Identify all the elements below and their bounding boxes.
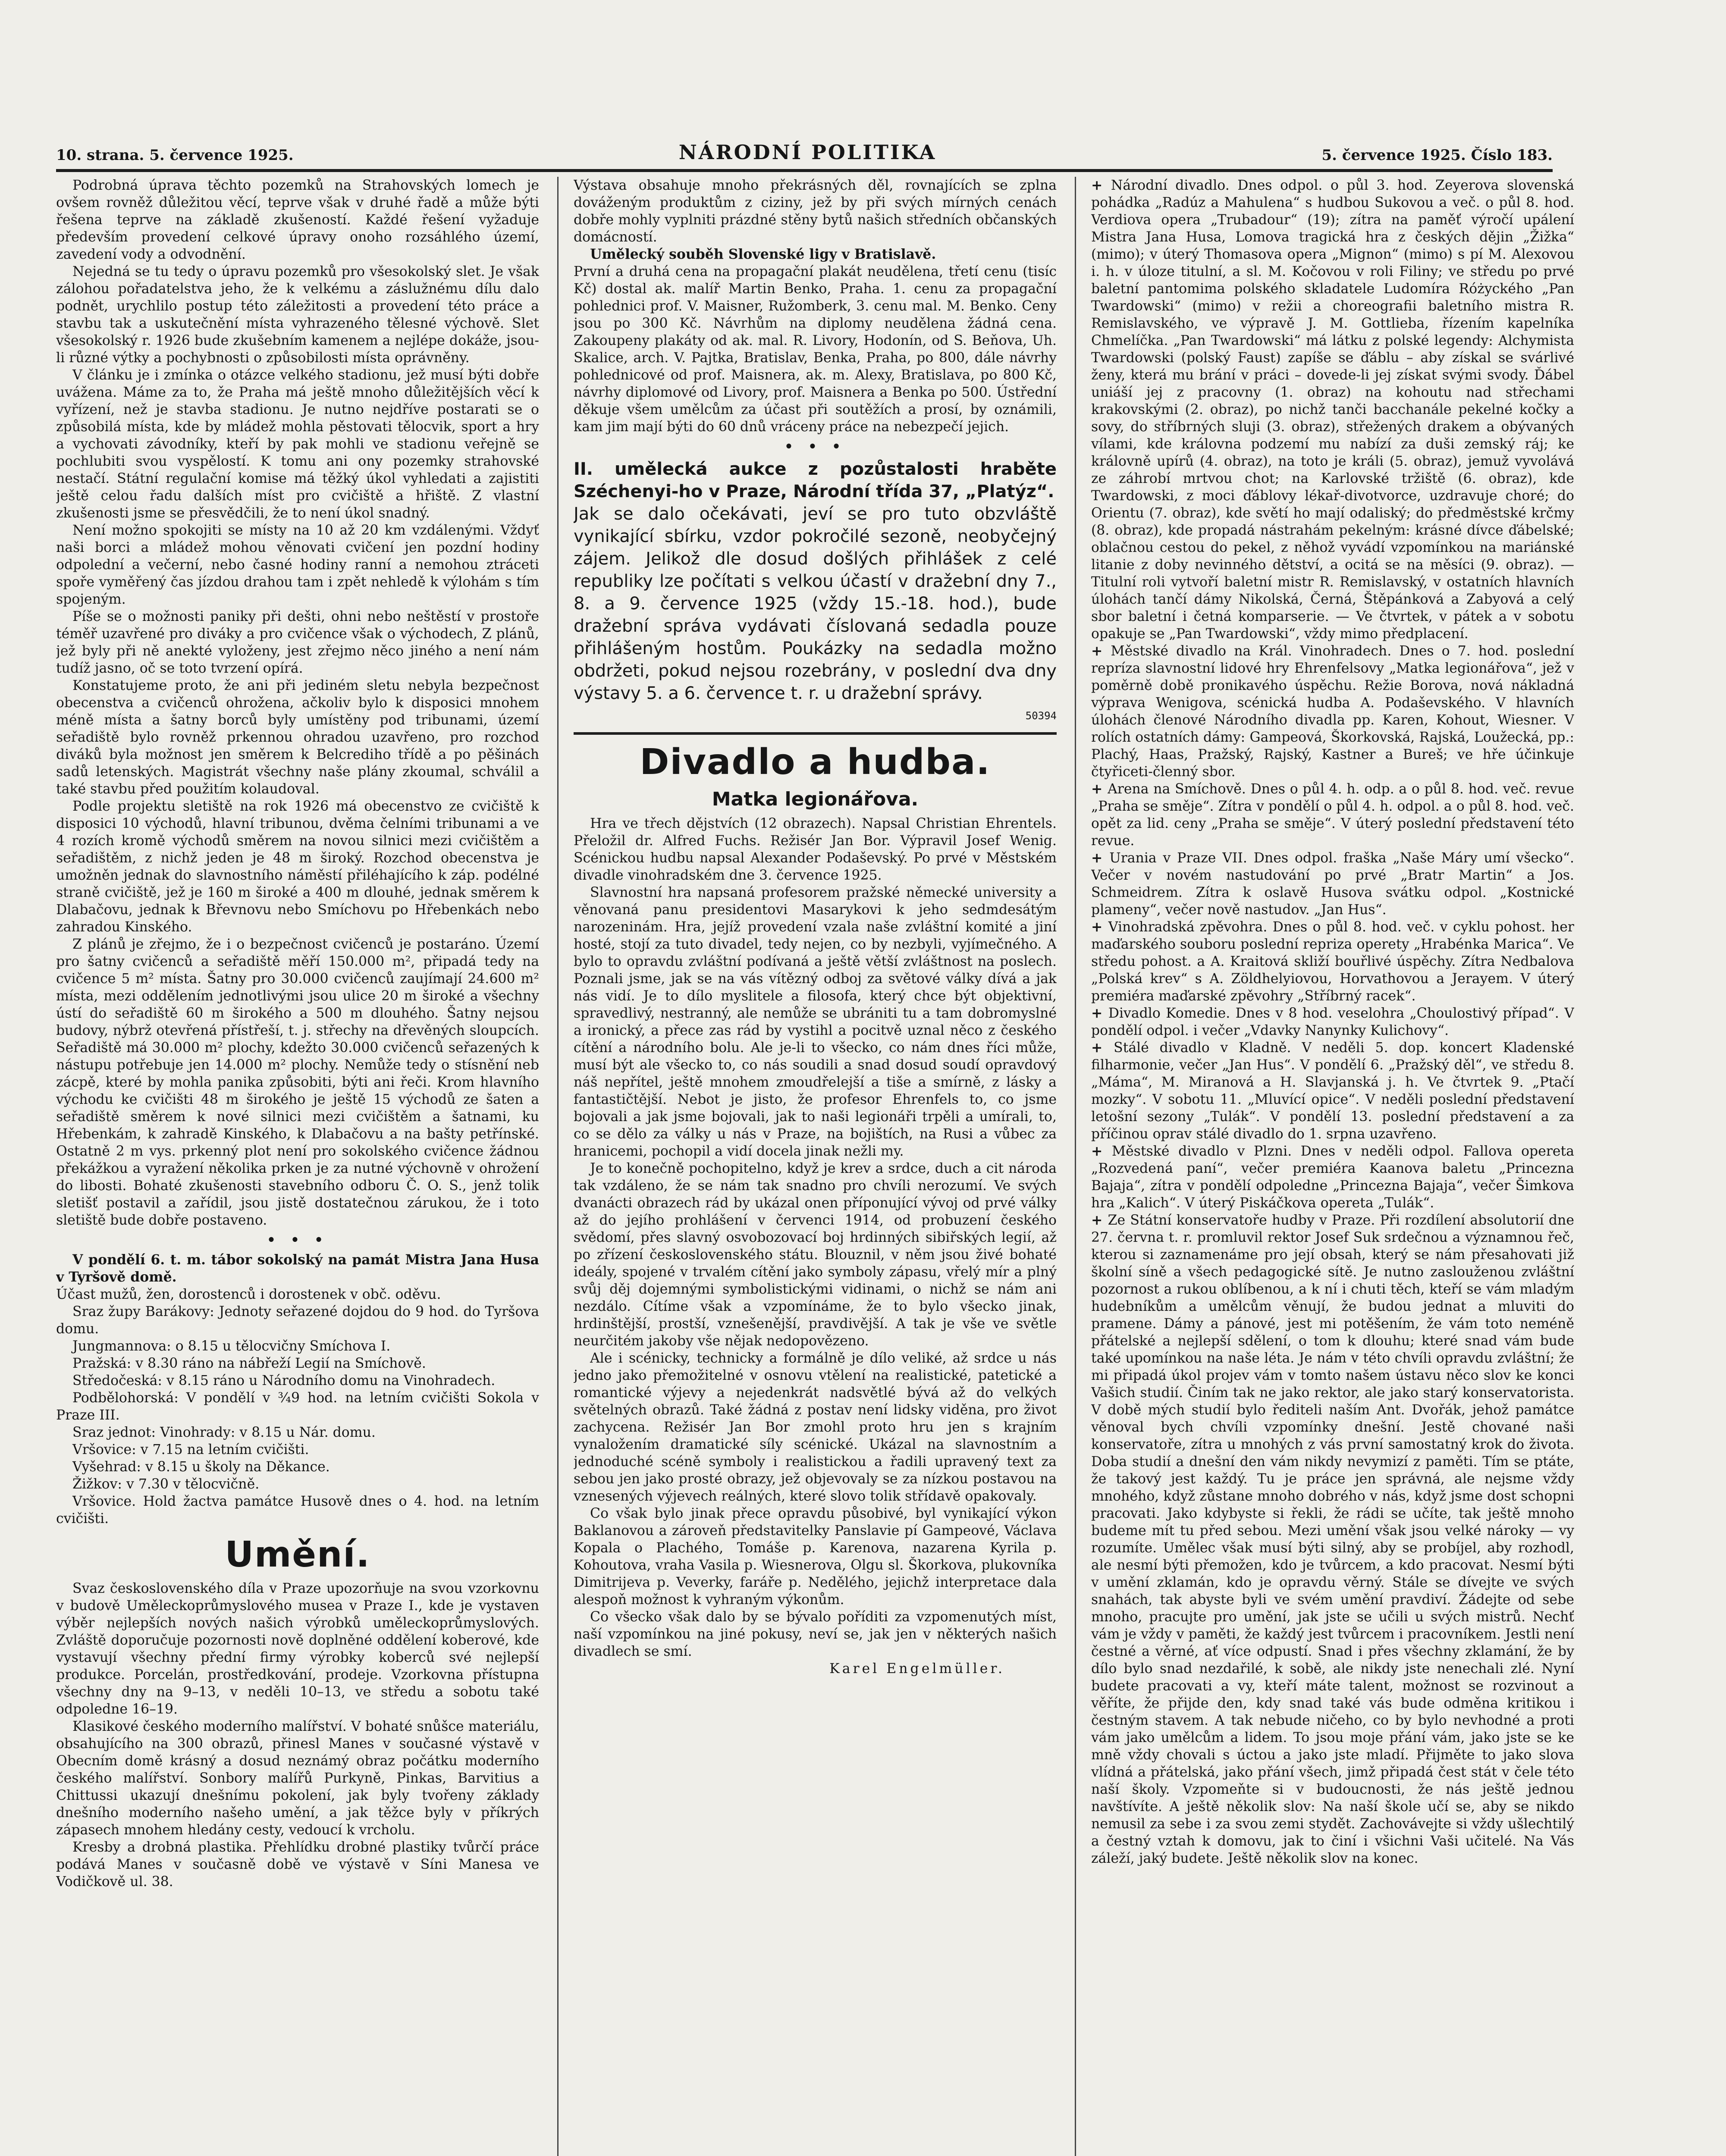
header-left: 10. strana. 5. července 1925. <box>56 147 294 164</box>
article-paragraph: Svaz československého díla v Praze upozorňuje na svou vzorkovnu v budově Uměleckoprůmyslového musea v Praze I., kde je vystaven výběr nejlepších nových našich výrobků uměleckoprůmyslových. Zvláště doporučuje pozornosti nově doplněné oddělení koberové, kde vystavují všechny přední firmy výrobky koberců své nejlepší produkce. Porcelán, prostředkování, prodeje. Vzorkovna přístupna všechny dny na 9–13, v neděli 10–13, ve středu a sobotu také odpoledne 16–19. <box>56 1581 539 1717</box>
separator-dots: • • • <box>267 1232 329 1248</box>
section-title-umeni: Umění. <box>225 1534 370 1575</box>
article-paragraph: V článku je i zmínka o otázce velkého stadionu, jež musí býti dobře uvážena. Máme za to, že Praha má ještě mnoho důležitějších věcí k vyřízení, než je stavba stadionu. Je nutno nejdříve postarati se o způsobilá místa, kde by mládež mohla pěstovati tělocvik, sport a hry a vychovati závodníky, kteří by pak mohli ve stadionu veřejně se pochlubiti svou vyspělostí. K tomu ani ony pozemky strahovské nestačí. Státní regulační komise má těžký úkol vyhledati a zajistiti ještě celou řadu dalších míst pro cvičiště a hřiště. Z vlastní zkušenosti jsme se přesvědčili, že to není úkol snadný. <box>56 367 539 521</box>
article-paragraph: Píše se o možnosti paniky při dešti, ohni nebo neštěstí v prostoře téměř uzavřené pro diváky a pro cvičence však o východech, Z plánů, jež byly při ně anekté vyloženy, jest zřejmo něco jiného a není nám tudíž jasno, oč se toto tvrzení opírá. <box>56 609 539 676</box>
notice-item: Jungmannova: o 8.15 u tělocvičny Smíchova I. <box>72 1338 391 1354</box>
column-right <box>1091 177 1574 2156</box>
article-paragraph: Není možno spokojiti se místy na 10 až 20 km vzdálenými. Vždyť naši borci a mládež mohou věnovati cvičení jen pozdní hodiny odpolední a večerní, nebo časné hodiny ranní a nemohou ztráceti spoře vyměřený čas jízdou drahou tam i zpět nehledě k výlohám s tím spojeným. <box>56 523 539 607</box>
notice-text: Účast mužů, žen, dorostenců i dorostenek v obč. oděvu. <box>56 1287 441 1302</box>
program-item-text: Národní divadlo. Dnes odpol. o půl 3. hod. Zeyerova slovenská pohádka „Radúz a Mahulena“ s hudbou Sukovou a več. o půl 8. hod. Verdiova opera „Trubadour“ (19); zítra na paměť výročí upálení Mistra Jana Husa, Lomova tragická hra z českých dějin „Žižka“ (mimo); v úterý Thomasova opera „Mignon“ (mimo) s pí M. Alexovou i. h. v úloze titulní, a sl. M. Kočovou v roli Filiny; ve středu po prvé baletní pantomima polského skladatele Ludomíra Różyckého „Pan Twardowski“ (mimo) v režii a choreografii baletního mistra R. Remislavského, ve výpravě J. M. Gottlieba, řízením kapelníka Chmelíčka. „Pan Twardowski“ má látku z polské legendy: Alchymista Twardowski (polský Faust) zapíše se ďáblu – aby získal se svárlivé ženy, která mu brání v práci – dovede-li jej získat svými svody. Ďábel uniáší jej z pracovny (1. obraz) na kohoutu nad střechami krakovskými (2. obraz), po nichž tanči bacchanále pekelné kočky a sovy, do stříbrných sluji (3. obraz), střežených drakem a obývaných vílami, kde královna podzemí mu nabízí za duši zemský ráj; ke královně upírů (4. obraz), na toto je králi (5. obraz), jemuž vyvolává ze záhrobí mrtvou chot; na Karlovské tržiště (6. obraz), kde Twardowski, z moci ďáblovy lékař-divotvorce, uzdravuje choré; do Orientu (7. obraz), kde světí ho mají odaliský; do předměstské krčmy (8. obraz), kde propadá nástrahám pekelným: krásné dívce ďábelské; oblačnou cestou do pekel, z něhož vyvádí vzpomínkou na mariánské litanie z doby nevinného dětství, a ocitá se na měsíci (9. obraz). — Titulní roli vytvoří baletní mistr R. Remislavský, v ostatních hlavních úlohách tančí dámy Nikolská, Černá, Štěpánková a Zabyová a celý sbor baletní i četná komparserie. — Ve čtvrtek, v pátek a v sobotu opakuje se „Pan Twardowski“, vždy mimo předplacení. <box>1091 178 1574 642</box>
article-paragraph: Z plánů je zřejmo, že i o bezpečnost cvičenců je postaráno. Území pro šatny cvičenců a seřadiště měří 150.000 m², připadá tedy na cvičence 5 m² místa. Šatny pro 30.000 cvičenců zaujímají 24.600 m² místa, mezi oddělením jednotlivými jsou ulice 20 m široké a všechny ústí do seřadiště 60 m širokého a 500 m dlouhého. Šatny nejsou budovy, nýbrž otevřená přístřeší, t. j. střechy na dřevěných sloupcích. Seřadiště má 30.000 m² plochy, kdežto 30.000 cvičenců seřazených k nástupu potřebuje jen 14.000 m² plochy. Nemůže tedy o stísnění neb zácpě, které by mohla panika způsobiti, býti ani řeči. Krom hlavního východu ke cvičišti 48 m širokého je ještě 15 východů ze šaten a seřadiště směrem k nové silnici mezi cvičištěm a šatnami, ku Hřebenkám, k zahradě Kinského, k Dlabačovu a na bašty petřínské. Ostatně 2 m vys. prkenný plot není pro sokolského cvičence žádnou překážkou a vyražení několika prken je za nutné výchovně v ohrožení do libosti. Bohaté zkušenosti stavebního odboru Č. O. S., jenž tolik sletišť postavil a zařídil, jsou jistě dostatečnou zárukou, že i toto sletiště bude dobře postaveno. <box>56 937 539 1228</box>
notice-item: Sraz župy Barákovy: Jednoty seřazené dojdou do 9 hod. do Tyršova domu. <box>56 1304 539 1337</box>
program-item-text: Městské divadlo na Král. Vinohradech. Dnes o 7. hod. poslední repríza slavnostní lidové hry Ehrenfelsovy „Matka legionářova“, jež v poměrně době pronikavého úspěchu. Režie Borova, nová nákladná výprava Wenigova, scénická hudba A. Podaševského. V hlavních úlohách členové Národního divadla pp. Karen, Kohout, Wiesner. V rolích ostatních dámy: Gampeová, Škorkovská, Rajská, Loužecká, pp.: Plachý, Haas, Pražský, Rajský, Kastner a Bureš; ve hře účinkuje čtyřiceti-členný sbor. <box>1091 643 1574 780</box>
review-paragraph: Je to konečně pochopitelno, když je krev a srdce, duch a cit národa tak vzdáleno, že se nám tak snadno pro chvíli nerozumí. Ve svých dvanácti obrazech rád by ukázal onen příponující vývoj od prvé války až do jejího prohlášení v červenci 1914, od probuzení českého svědomí, přes slavný osvobozovací boj hrdinných sibiřských legií, až po zřízení československého státu. Blouznil, v něm jsou živé bohaté ideály, spojené v trvalém cítění jako symboly zápasu, vřelý mír a plný svůj děj dojemnými symbolistickými vidinami, o nichž se nám ani nezdálo. Cítíme však a vzpomínáme, že to bylo všecko jinak, hrdinštější, prostší, vznešenější, pravdivější. A tak je vše ve světle neurčitém jakoby vše nějak nedopovězeno. <box>574 1161 1057 1349</box>
article-paragraph: Nejedná se tu tedy o úpravu pozemků pro všesokolský slet. Je však zálohou pořadatelstva jeho, že k velkému a záslužnému dílu dalo podnět, urychlilo postup této záležitosti a provedení této práce a stavbu tak a uskutečnění místa vyhrazeného tělesné výchově. Slet všesokolský r. 1926 bude zkušebním kamenem a nejlépe dokáže, jsou-li různé výtky a pochybnosti o způsobilosti místa oprávněny. <box>56 264 539 366</box>
program-item: + Ze Státní konservatoře hudby v Praze. Při rozdílení absolutorií dne 27. června t. r. promluvil rektor Josef Suk srdečnou a významnou řeč, kterou si zaznamenáme pro její obsah, který se nám přesahovati již školní síně a všech pedagogické sítě. Je nutno zaslouženou zvláštní pozornost a rukou oblíbenou, a k ní i chuti těch, kteří se vám mladým hudebníkům a umělcům věnují, že budou jednat a mluviti do pramene. Dámy a pánové, jest mi potěšením, že vám toto neméně přátelské a nejlepší sdělení, o tom k dlouhu; které snad vám bude také upomínkou na naše léta. Je nám v této chvíli opravdu zvláštní; že mi připadá úkol projev vám v tomto našem ústavu něco slov ke konci Vašich studií. Činím tak ne jako rektor, ale jako starý konservatorista. V době mých studií bylo řediteli naším Ant. Dvořák, jehož památce věnoval bych chvíli vzpomínky dnešní. Jestě chované naši konservatoře, zítra u mnohých z vás první samostatný krok do života. Doba studií a dnešní den vám nikdy nevymizí z paměti. Tím se ptáte, že takový jest každý. Tu je práce jen správná, ale nejsme vždy mnohého, když zůstane mnoho dobrého v nás, když jsme dost schopni pracovati. Jako kdybyste si řekli, že rádi se učíte, tak ještě mnoho budeme mít tu před sebou. Mezi umění však jsou velké nároky — vy rozumíte. Umělec však musí býti silný, aby se probíjel, aby rozhodl, ale nesmí býti přemožen, kdo je tvůrcem, a kdo pracovat. Nesmí býti v umění zklamán, kdo je opravdu věrný. Stále se dívejte ve svých snahách, tak abyste byli ve svém umění pravdiví. Žádejte od sebe mnoho, pracujte pro umění, jak jste se učili u svých mistrů. Nechť vám je vždy v paměti, že každý jest tvůrcem i pracovníkem. Jestli není čestné a věrné, ať více odpustí. Snad i přes všechny zklamání, že by dílo bylo snad nezdařilé, k sobě, ale nikdy jste nenechali zlé. Nyní budete pracovati a vy, kteří máte talent, možnost se rozvinout a věříte, že přijde den, kdy snad také vás bude odměna kritikou i čestným stavem. A tak nebude ničeho, co by bylo nevhodné a proti vám jako umělcům a lidem. To jsou moje přání vám, jako jste se ke mně vždy chovali s úctou a jako jste mladí. Přijměte to jako slova vlídná a přátelská, jako přání všech, jimž připadá čest stát v čele této naší školy. Vzpomeňte si v budoucnosti, že nás ještě jednou navštívíte. A ještě několik slov: Na naší škole učí se, aby se nikdo nemusil za sebe i za svou zemi stydět. Zachovávejte si vždy ušlechtilý a čestný vztah k domovu, jak to činí i všichni Vaši učitelé. Na Vás záleží, jaký budete. Ještě několik slov na konec. <box>1091 1212 1574 1866</box>
column-middle <box>574 177 1057 2156</box>
notice-heading: V pondělí 6. t. m. tábor sokolský na památ Mistra Jana Husa v Tyršově domě. <box>56 1252 539 1285</box>
page-header <box>56 134 1553 172</box>
auction-text: Jak se dalo očekávati, jeví se pro tuto obzvláště vynikající sbírku, vzdor pokročilé sezoně, neobyčejný zájem. Jelikož dle dosud došlých přihlášek z celé republiky lze počítati s velkou účastí v dražební dny 7., 8. a 9. července 1925 (vždy 15.-18. hod.), bude dražební správa vydávati číslovaná sedadla pouze přihlášeným hostům. Poukázky na sedadla možno obdržeti, pokud nejsou rozebrány, v poslední dva dny výstavy 5. a 6. července t. r. u dražební správy. <box>574 504 1057 703</box>
program-item: + Národní divadlo. Dnes odpol. o půl 3. hod. Zeyerova slovenská pohádka „Radúz a Mahulena“ s hudbou Sukovou a več. o půl 8. hod. Verdiova opera „Trubadour“ (19); zítra na paměť výročí upálení Mistra Jana Husa, Lomova tragická hra z českých dějin „Žižka“ (mimo); v úterý Thomasova opera „Mignon“ (mimo) s pí M. Alexovou i. h. v úloze titulní, a sl. M. Kočovou v roli Filiny; ve středu po prvé baletní pantomima polského skladatele Ludomíra Różyckého „Pan Twardowski“ (mimo) v režii a choreografii baletního mistra R. Remislavského, ve výpravě J. M. Gottlieba, řízením kapelníka Chmelíčka. „Pan Twardowski“ má látku z polské legendy: Alchymista Twardowski (polský Faust) zapíše se ďáblu – aby získal se svárlivé ženy, která mu brání v práci – dovede-li jej získat svými svody. Ďábel uniáší jej z pracovny (1. obraz) na kohoutu nad střechami krakovskými (2. obraz), po nichž tanči bacchanále pekelné kočky a sovy, do stříbrných sluji (3. obraz), střežených drakem a obývaných vílami, kde královna podzemí mu nabízí za duši zemský ráj; ke královně upírů (4. obraz), na toto je králi (5. obraz), jemuž vyvolává ze záhrobí mrtvou chot; na Karlovské tržiště (6. obraz), kde Twardowski, z moci ďáblovy lékař-divotvorce, uzdravuje choré; do Orientu (7. obraz), kde světí ho mají odaliský; do předměstské krčmy (8. obraz), kde propadá nástrahám pekelným: krásné dívce ďábelské; oblačnou cestou do pekel, z něhož vyvádí vzpomínkou na mariánské litanie z doby nevinného dětství, a ocitá se na měsíci (9. obraz). — Titulní roli vytvoří baletní mistr R. Remislavský, v ostatních hlavních úlohách tančí dámy Nikolská, Černá, Štěpánková a Zabyová a celý sbor baletní i četná komparserie. — Ve čtvrtek, v pátek a v sobotu opakuje se „Pan Twardowski“, vždy mimo předplacení. <box>1091 177 1574 642</box>
article-heading: Umělecký souběh Slovenské ligy v Bratislavě. <box>590 246 936 262</box>
program-item-text: Městské divadlo v Plzni. Dnes v neděli odpol. Fallova opereta „Rozvedená paní“, večer premiéra Kaanova baletu „Princezna Bajaja“, zítra v pondělí odpoledne „Princezna Bajaja“, večer Šimkova hra „Kalich“. V úterý Piskáčkova opereta „Tulák“. <box>1091 1144 1574 1211</box>
program-item-text: Vinohradská zpěvohra. Dnes o půl 8. hod. več. v cyklu pohost. her maďarského souboru poslední repriza operety „Hrabénka Marica“. Ve středu pohost. a A. Kraitová skliží bouřlivé úspěchy. Zítra Nedbalova „Polská krev“ s A. Zöldhelyiovou, Horvathovou a Jerayem. V úterý premiéra maďarské zpěvohry „Stříbrný racek“. <box>1091 919 1574 1004</box>
notice-item: Středočeská: v 8.15 ráno u Národního domu na Vinohradech. <box>72 1373 496 1388</box>
program-item: + Městské divadlo na Král. Vinohradech. Dnes o 7. hod. poslední repríza slavnostní lidové hry Ehrenfelsovy „Matka legionářova“, jež v poměrně době pronikavého úspěchu. Režie Borova, nová nákladná výprava Wenigova, scénická hudba A. Podaševského. V hlavních úlohách členové Národního divadla pp. Karen, Kohout, Wiesner. V rolích ostatních dámy: Gampeová, Škorkovská, Rajská, Loužecká, pp.: Plachý, Haas, Pražský, Rajský, Kastner a Bureš; ve hře účinkuje čtyřiceti-členný sbor. <box>1091 643 1574 780</box>
notice-item: Podbělohorská: V pondělí v ¾9 hod. na letním cvičišti Sokola v Praze III. <box>56 1390 539 1423</box>
column-divider <box>1075 177 1076 2156</box>
article-paragraph: Podrobná úprava těchto pozemků na Strahovských lomech je ovšem rovněž důležitou věcí, teprve však v druhé řadě a může býti řešena teprve na základě zkušeností. Každé řešení vyžaduje především provedení celkové úpravy onoho rozsáhlého území, zavedení vody a odvodnění. <box>56 178 539 262</box>
program-item-text: Arena na Smíchově. Dnes o půl 4. h. odp. a o půl 8. hod. več. revue „Praha se směje“. Zítra v pondělí o půl 4. h. odpol. a o půl 8. hod. več. opět za lid. ceny „Praha se směje“. V úterý poslední představení této revue. <box>1091 781 1574 849</box>
header-right: 5. července 1925. Číslo 183. <box>1321 147 1553 164</box>
section-title-divadlo: Divadlo a hudba. <box>640 742 991 783</box>
auction-notice <box>574 458 1057 727</box>
notice-item: Sraz jednot: Vinohrady: v 8.15 u Nár. domu. <box>72 1425 376 1440</box>
program-item: + Městské divadlo v Plzni. Dnes v neděli odpol. Fallova opereta „Rozvedená paní“, večer premiéra Kaanova baletu „Princezna Bajaja“, zítra v pondělí odpoledne „Princezna Bajaja“, večer Šimkova hra „Kalich“. V úterý Piskáčkova opereta „Tulák“. <box>1091 1143 1574 1211</box>
section-rule <box>574 732 1057 735</box>
program-item: + Stálé divadlo v Kladně. V neděli 5. dop. koncert Kladenské filharmonie, večer „Jan Hus“. V pondělí 6. „Pražský děl“, ve středu 8. „Máma“, M. Miranová a H. Slavjanská j. h. Ve čtvrtek 9. „Ptačí mozky“. V sobotu 11. „Mluvící opice“. V neděli poslední představení letošní sezony „Tulák“. V pondělí 13. poslední představení a za příčinou oprav stálé divadlo do 1. srpna uzavřeno. <box>1091 1040 1574 1142</box>
article-paragraph: Výstava obsahuje mnoho překrásných děl, rovnajících se zplna dováženým produktům z ciziny, jež by při svých mírných cenách dobře mohly vyplniti prázdné stěny bytů našich středních občanských domácností. <box>574 178 1057 245</box>
program-item-text: Divadlo Komedie. Dnes v 8 hod. veselohra „Choulostivý případ“. V pondělí odpol. i večer „Vdavky Nanynky Kulichovy“. <box>1091 1006 1574 1038</box>
review-paragraph: Hra ve třech dějstvích (12 obrazech). Napsal Christian Ehrentels. Přeložil dr. Alfred Fuchs. Režisér Jan Bor. Výpravil Josef Wenig. Scénickou hudbu napsal Alexander Podaševský. Po prvé v Městském divadle vinohradském dne 3. července 1925. <box>574 816 1057 883</box>
review-paragraph: Slavnostní hra napsaná profesorem pražské německé university a věnovaná panu presidentovi Masarykovi k jeho sedmdesátým narozeninám. Hra, jejíž provedení vzala naše zvláštní komité a jiní hosté, stojí za tuto divadel, tedy nejen, co by nezbyli, vyjímečného. A bylo to opravdu zvláštní podívaná a ještě větší zvláštnost na poslech. Poznali jsme, jak se na vás vítězný odboj za světové války dívá a jak nás vidí. Je to dílo myslitele a filosofa, který chce být objektivní, spravedlivý, nestranný, ale nemůže se ubrániti tu a tam dobromyslné a ironický, a přece zas rád by vystihl a pocitvě uznal něco z českého cítění a národního bolu. Ale je-li to všecko, co nám dnes říci může, musí být ale všecko to, co nás soudili a snad dosud soudí opravdový náš nepřítel, ještě mnohem zmoudřelejší a tiše a smírně, z lásky a fantastičtější. Nebot je jisto, že profesor Ehrenfels to, co jsme bojovali a jak jsme bojovali, jak to naši legionáři trpěli a umírali, to, co se dělo za války u nás v Praze, na bojištích, na Rusi a vůbec za hranicemi, pochopil a vidí docela jinak nežli my. <box>574 885 1057 1159</box>
review-paragraph: Ale i scénicky, technicky a formálně je dílo veliké, až srdce u nás jedno jako přemožitelné v osnovu vtělení na realistické, patetické a romantické výjevy a nejedenkrát nadsvětlé bývá až do velkých světelných obrazů. Také žádná z postav není lidsky viděna, pro život zachycena. Režisér Jan Bor zmohl proto hru jen s krajním vynaložením dramatické síly scénické. Ukázal na slavnostním a jednoduché scéně symboly i realistickou a řadili upravený text za sebou jen jako prosté obrazy, jež objevovaly se za nízkou postavou na vznesených výjevech reálných, které slovo tolik střídavě opakovaly. <box>574 1351 1057 1504</box>
program-item: + Vinohradská zpěvohra. Dnes o půl 8. hod. več. v cyklu pohost. her maďarského souboru poslední repriza operety „Hrabénka Marica“. Ve středu pohost. a A. Kraitová skliží bouřlivé úspěchy. Zítra Nedbalova „Polská krev“ s A. Zöldhelyiovou, Horvathovou a Jerayem. V úterý premiéra maďarské zpěvohry „Stříbrný racek“. <box>1091 919 1574 1004</box>
newspaper-title: NÁRODNÍ POLITIKA <box>678 141 937 164</box>
program-item: + Urania v Praze VII. Dnes odpol. fraška „Naše Máry umí všecko“. Večer v novém nastudování po prvé „Bratr Martin“ a Jos. Schmeidrem. Zítra k oslavě Husova svátku odpol. „Kostnické plameny“, večer nově nastudov. „Jan Hus“. <box>1091 850 1574 918</box>
program-item: + Arena na Smíchově. Dnes o půl 4. h. odp. a o půl 8. hod. več. revue „Praha se směje“. Zítra v pondělí o půl 4. h. odpol. a o půl 8. hod. več. opět za lid. ceny „Praha se směje“. V úterý poslední představení této revue. <box>1091 781 1574 849</box>
column-left <box>56 177 539 2156</box>
notice-item: Žižkov: v 7.30 v tělocvičně. <box>72 1476 260 1492</box>
notice-item: Vršovice: v 7.15 na letním cvičišti. <box>72 1442 309 1457</box>
review-paragraph: Co však bylo jinak přece opravdu působivé, byl vynikající výkon Baklanovou a zároveň představitelky Panslavie pí Gampeové, Václava Kopala o Plachého, Tomáše p. Karenova, nazarena Kyrila p. Kohoutova, vraha Vasila p. Wiesnerova, Olgu sl. Škorkova, plukovníka Dimitrijeva p. Veverky, faráře p. Nedělého, jejichž interpretace dala alespoň možnost k vyhraným výkonům. <box>574 1506 1057 1608</box>
notice-item: Pražská: v 8.30 ráno na nábřeží Legií na Smíchově. <box>72 1356 426 1371</box>
article-paragraph: První a druhá cena na propagační plakát neudělena, třetí cenu (tisíc Kč) dostal ak. malíř Martin Benko, Praha. 1. cenu za propagační pohlednici prof. V. Maisner, Ružomberk, 3. cenu mal. M. Benko. Ceny jsou po 300 Kč. Návrhům na diplomy neudělena žádná cena. Zakoupeny plakáty od ak. mal. R. Livory, Hodonín, od S. Beňova, Uh. Skalice, arch. V. Pajtka, Bratislav, Benka, Praha, po 800, dále návrhy pohlednicové od prof. Maisnera, ak. m. Alexy, Bratislava, po 800 Kč, návrhy diplomové od Livory, prof. Maisnera a Benka po 500. Ústřední děkuje všem umělcům za účast při soutěžích a prosí, by oznámili, kam jim mají býti do 60 dnů vráceny práce na nebezpečí jejich. <box>574 264 1057 435</box>
program-item-text: Urania v Praze VII. Dnes odpol. fraška „Naše Máry umí všecko“. Večer v novém nastudování po prvé „Bratr Martin“ a Jos. Schmeidrem. Zítra k oslavě Husova svátku odpol. „Kostnické plameny“, večer nově nastudov. „Jan Hus“. <box>1091 850 1574 918</box>
auction-ref-number: 50394 <box>1025 710 1057 722</box>
article-paragraph: Konstatujeme proto, že ani při jediném sletu nebyla bezpečnost obecenstva a cvičenců ohrožena, ačkoliv bylo k disposici mnohem méně místa a šatny borců byly umístěny pod tribunami, území seřadiště bylo rovněž prkennou ohradou uzavřeno, pro rozchod diváků byla možnost jen směrem k Belcrediho třídě a po pěšinách sadů letenských. Magistrát všechny naše plány zkoumal, schválil a také stavbu před použitím kolaudoval. <box>56 678 539 797</box>
article-paragraph: Klasikové českého moderního malířství. V bohaté snůšce materiálu, obsahujícího na 300 obrazů, přinesl Manes v současné výstavě v Obecním domě krásný a dosud neznámý obraz počátku moderního českého malířství. Sonbory malířů Purkyně, Pinkas, Barvitius a Chittussi ukazují dnešnímu pokolení, jak byly tvořeny základy dnešního moderního našeho umění, a jak těžce byly v příkrých zápasech mnohem hledány cesty, vedoucí k vrcholu. <box>56 1719 539 1838</box>
review-title: Matka legionářova. <box>712 788 919 810</box>
notice-item: Vršovice. Hold žactva památce Husově dnes o 4. hod. na letním cvičišti. <box>56 1494 539 1526</box>
program-item-text: Ze Státní konservatoře hudby v Praze. Při rozdílení absolutorií dne 27. června t. r. promluvil rektor Josef Suk srdečnou a významnou řeč, kterou si zaznamenáme pro její obsah, který se nám přesahovati již školní síně a všech pedagogické sítě. Je nutno zaslouženou zvláštní pozornost a rukou oblíbenou, a k ní i chuti těch, kteří se vám mladým hudebníkům a umělcům věnují, že budou jednat a mluviti do pramene. Dámy a pánové, jest mi potěšením, že vám toto neméně přátelské a nejlepší sdělení, o tom k dlouhu; které snad vám bude také upomínkou na naše léta. Je nám v této chvíli opravdu zvláštní; že mi připadá úkol projev vám v tomto našem ústavu něco slov ke konci Vašich studií. Činím tak ne jako rektor, ale jako starý konservatorista. V době mých studií bylo řediteli naším Ant. Dvořák, jehož památce věnoval bych chvíli vzpomínky dnešní. Jestě chované naši konservatoře, zítra u mnohých z vás první samostatný krok do života. Doba studií a dnešní den vám nikdy nevymizí z paměti. Tím se ptáte, že takový jest každý. Tu je práce jen správná, ale nejsme vždy mnohého, když zůstane mnoho dobrého v nás, když jsme dost schopni pracovati. Jako kdybyste si řekli, že rádi se učíte, tak ještě mnoho budeme mít tu před sebou. Mezi umění však jsou velké nároky — vy rozumíte. Umělec však musí býti silný, aby se probíjel, aby rozhodl, ale nesmí býti přemožen, kdo je tvůrcem, a kdo pracovat. Nesmí býti v umění zklamán, kdo je opravdu věrný. Stále se dívejte ve svých snahách, tak abyste byli ve svém umění pravdiví. Žádejte od sebe mnoho, pracujte pro umění, jak jste se učili u svých mistrů. Nechť vám je vždy v paměti, že každý jest tvůrcem i pracovníkem. Jestli není čestné a věrné, ať více odpustí. Snad i přes všechny zklamání, že by dílo bylo snad nezdařilé, k sobě, ale nikdy jste nenechali zlé. Nyní budete pracovati a vy, kteří máte talent, možnost se rozvinout a věříte, že přijde den, kdy snad také vás bude odměna kritikou i čestným stavem. A tak nebude ničeho, co by bylo nevhodné a proti vám jako umělcům a lidem. To jsou moje přání vám, jako jste se ke mně vždy chovali s úctou a jako jste mladí. Přijměte to jako slova vlídná a přátelská, jako přání všech, jimž připadá čest stát v čele této naší školy. Vzpomeňte si v budoucnosti, že nás ještě jednou navštívíte. A ještě několik slov: Na naší škole učí se, aby se nikdo nemusil za sebe i za svou zemi stydět. Zachovávejte si vždy ušlechtilý a čestný vztah k domovu, jak to činí i všichni Vaši učitelé. Na Vás záleží, jaký budete. Ještě několik slov na konec. <box>1091 1213 1574 1866</box>
column-divider <box>557 177 559 2156</box>
separator-dots: • • • <box>784 439 846 454</box>
review-author: Karel Engelmüller. <box>829 1661 1005 1677</box>
program-item: + Divadlo Komedie. Dnes v 8 hod. veselohra „Choulostivý případ“. V pondělí odpol. i večer „Vdavky Nanynky Kulichovy“. <box>1091 1005 1574 1038</box>
article-paragraph: Kresby a drobná plastika. Přehlídku drobné plastiky tvůrčí práce podává Manes v současně době ve výstavě v Síni Manesa ve Vodičkově ul. 38. <box>56 1839 539 1890</box>
auction-heading: II. umělecká aukce z pozůstalosti hraběte Széchenyi-ho v Praze, Národní třída 37, „Platýz“. <box>574 459 1057 501</box>
review-paragraph: Co všecko však dalo by se bývalo poříditi za vzpomenutých míst, naší vzpomínkou na jiné pokusy, neví se, jak jen v některých našich divadlech se smí. <box>574 1609 1057 1659</box>
program-item-text: Stálé divadlo v Kladně. V neděli 5. dop. koncert Kladenské filharmonie, večer „Jan Hus“. V pondělí 6. „Pražský děl“, ve středu 8. „Máma“, M. Miranová a H. Slavjanská j. h. Ve čtvrtek 9. „Ptačí mozky“. V sobotu 11. „Mluvící opice“. V neděli poslední představení letošní sezony „Tulák“. V pondělí 13. poslední představení a za příčinou oprav stálé divadlo do 1. srpna uzavřeno. <box>1091 1040 1574 1142</box>
notice-item: Vyšehrad: v 8.15 u školy na Děkance. <box>72 1459 330 1475</box>
article-paragraph: Podle projektu sletiště na rok 1926 má obecenstvo ze cvičiště k disposici 10 východů, hlavní tribunou, dvěma čelními tribunami a ve 4 rozích kromě východů směrem na novou silnici mezi cvičištěm a seřadištěm, z nichž jeden je 48 m široký. Rozchod obecenstva je umožněn jednak do slavnostního náměstí přiléhajícího k záp. podélné straně cvičiště, jež je 160 m široké a 400 m dlouhé, jednak směrem k Dlabačovu, jednak k Břevnovu nebo Smíchovu po Hřebenkách nebo zahradou Kinského. <box>56 799 539 935</box>
